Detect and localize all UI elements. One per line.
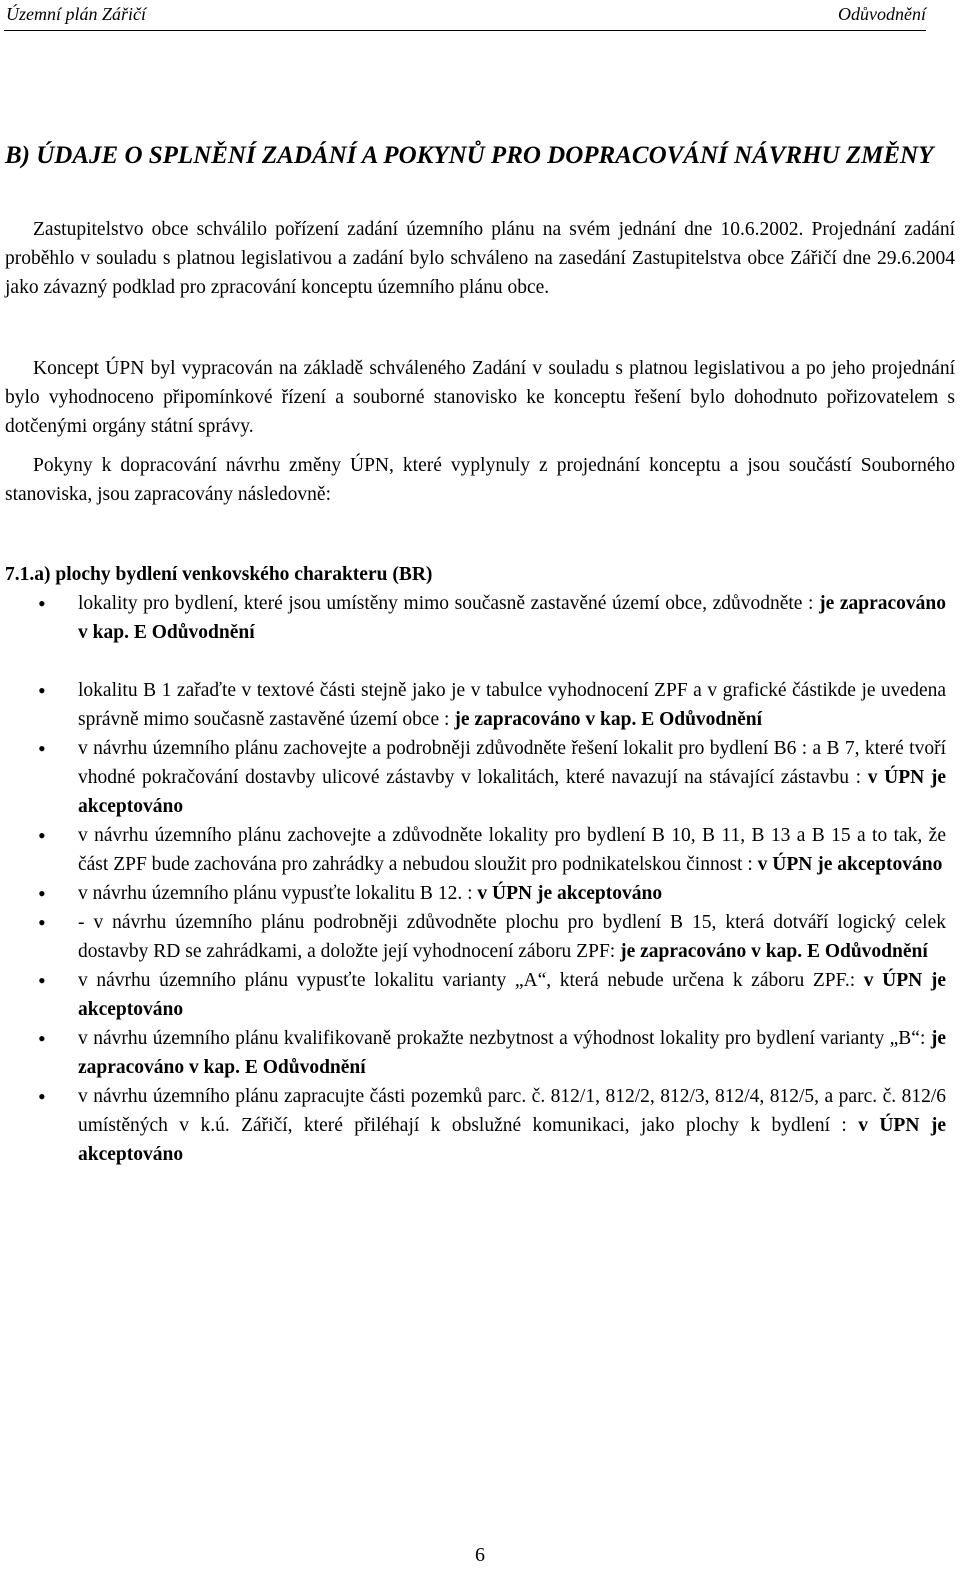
item-text: v návrhu územního plánu vypusťte lokalitu B 12. : xyxy=(78,883,478,904)
header-title: Územní plán Zářičí xyxy=(6,4,147,24)
paragraph-zadani: Zastupitelstvo obce schválilo pořízení zadání územního plánu na svém jednání dne 10.6.2002. Projednání zadání proběhlo v souladu s platnou legislativou a zadání bylo schváleno na zasedání Zastupitelstva obce Zářičí dne 29.6.2004 jako závazný podklad pro zpracování konceptu územního plánu obce. xyxy=(5,219,955,298)
item-text: v návrhu územního plánu zachovejte a zdůvodněte lokality pro bydlení B 10, B 11, B 13 a B 15 a to tak, že část ZPF bude zachována pro zahrádky a nebudou sloužit pro podnikatelskou činnost : xyxy=(78,825,946,875)
item-status: v ÚPN je akceptováno xyxy=(477,883,663,904)
item-text: v návrhu územního plánu vypusťte lokalitu varianty „A“, která nebude určena k záboru ZPF.: xyxy=(78,970,864,991)
item-text: v návrhu územního plánu zachovejte a podrobněji zdůvodněte řešení lokalit pro bydlení B6 : a B 7, které tvoří vhodné pokračování dostavby ulicové zástavby v lokalitách, které navazují na stávající zástavbu : xyxy=(78,738,946,788)
list-item xyxy=(0,1082,960,1169)
list-item xyxy=(0,676,960,734)
requirements-list xyxy=(0,589,960,1169)
item-status: v ÚPN je akceptováno xyxy=(78,970,946,1020)
paragraph-pokyny: Pokyny k dopracování návrhu změny ÚPN, které vyplynuly z projednání konceptu a jsou součástí Souborného stanoviska, jsou zapracovány následovně: xyxy=(5,455,955,505)
list-item xyxy=(0,589,960,647)
header-section: Odůvodnění xyxy=(838,4,926,24)
list-item xyxy=(0,966,960,1024)
list-item xyxy=(0,821,960,879)
item-status: je zapracováno v kap. E Odůvodnění xyxy=(78,593,947,643)
page-header xyxy=(6,3,926,25)
item-text: - v návrhu územního plánu podrobněji zdůvodněte plochu pro bydlení B 15, která dotváří logický celek dostavby RD se zahrádkami, a doložte její vyhodnocení záboru ZPF: xyxy=(78,912,946,962)
item-text: v návrhu územního plánu kvalifikovaně prokažte nezbytnost a výhodnost lokality pro bydlení varianty „B“: xyxy=(78,1028,931,1049)
header-rule xyxy=(4,30,926,31)
list-item xyxy=(0,734,960,821)
paragraph-koncept: Koncept ÚPN byl vypracován na základě schváleného Zadání v souladu s platnou legislativou a po jeho projednání bylo vyhodnoceno připomínkové řízení a souborné stanovisko ke konceptu řešení bylo dohodnuto pořizovatelem s dotčenými orgány státní správy. xyxy=(5,358,955,437)
item-status: v ÚPN je akceptováno xyxy=(78,1115,946,1165)
item-status: v ÚPN je akceptováno xyxy=(757,854,943,875)
list-item xyxy=(0,1024,960,1082)
item-text: lokalitu B 1 zařaďte v textové části stejně jako je v tabulce vyhodnocení ZPF a v grafické částikde je uvedena správně mimo současně zastavěné území obce : xyxy=(78,680,946,730)
list-item xyxy=(0,879,960,908)
item-status: je zapracováno v kap. E Odůvodnění xyxy=(78,1028,946,1078)
item-text: v návrhu územního plánu zapracujte části pozemků parc. č. 812/1, 812/2, 812/3, 812/4, 812/5, a parc. č. 812/6 umístěných v k.ú. Zářičí, které přiléhají k obslužné komunikaci, jako plochy k bydlení : xyxy=(78,1086,946,1136)
item-status: je zapracováno v kap. E Odůvodnění xyxy=(620,941,928,962)
section-heading: B) ÚDAJE O SPLNĚNÍ ZADÁNÍ A POKYNŮ PRO DOPRACOVÁNÍ NÁVRHU ZMĚNY xyxy=(5,142,934,169)
subsection-heading: 7.1.a) plochy bydlení venkovského charakteru (BR) xyxy=(5,564,433,585)
item-status: v ÚPN je akceptováno xyxy=(78,767,946,817)
item-status: je zapracováno v kap. E Odůvodnění xyxy=(454,709,763,730)
list-item xyxy=(0,908,960,966)
item-text: lokality pro bydlení, které jsou umístěny mimo současně zastavěné území obce, zdůvodněte : xyxy=(78,593,820,614)
page-number: 6 xyxy=(475,1544,485,1566)
